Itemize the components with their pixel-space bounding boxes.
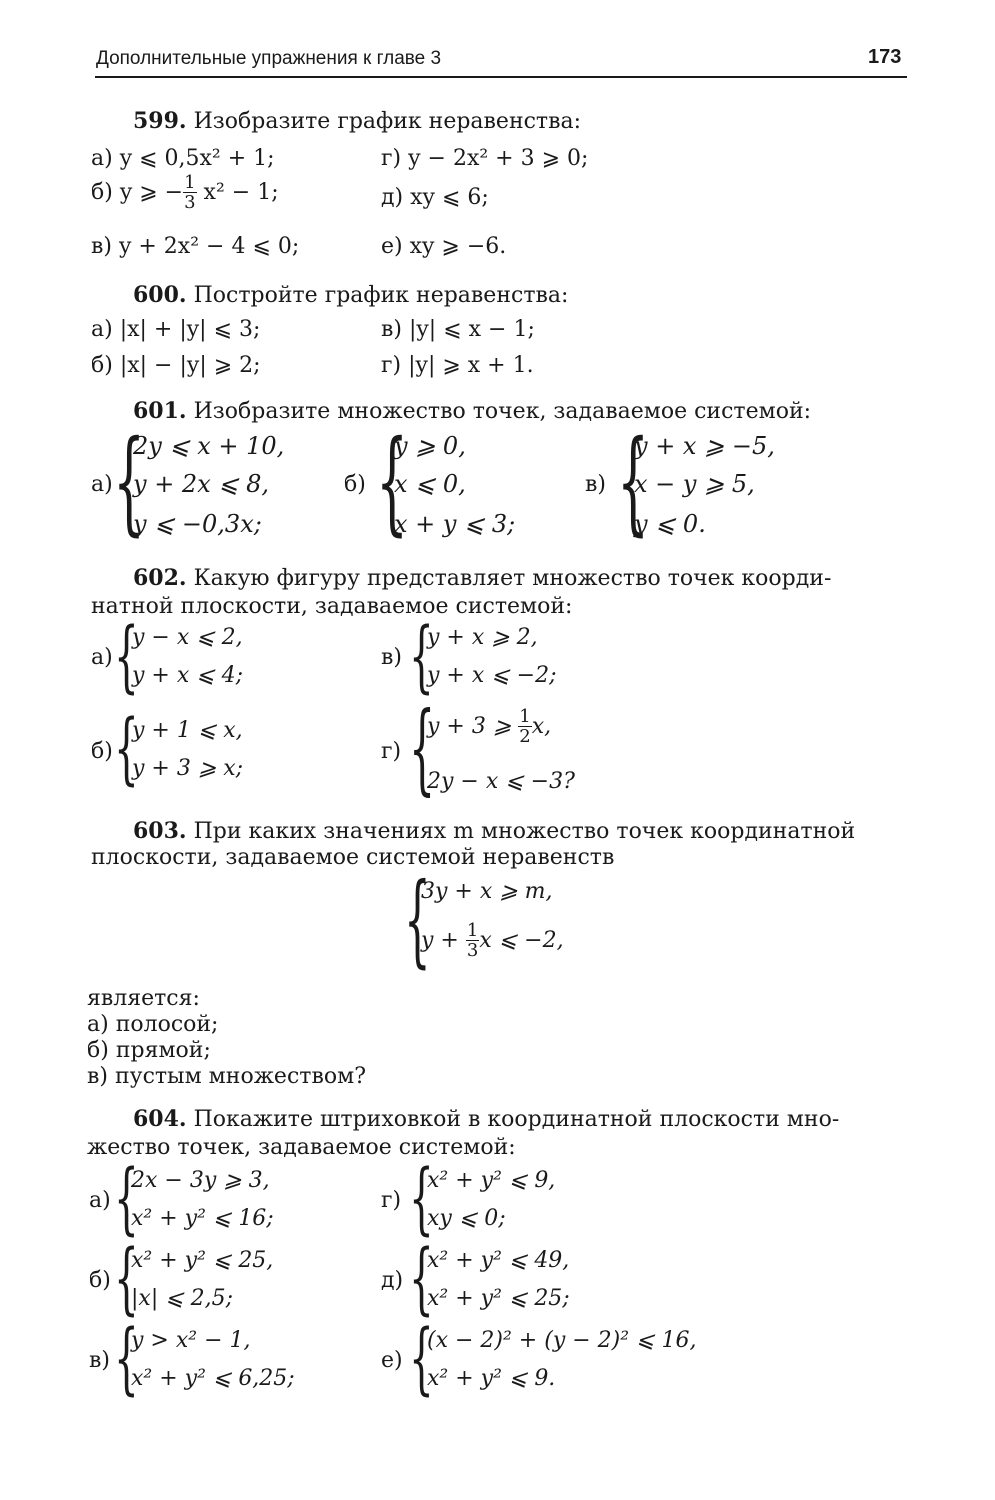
ex602-g-line2: 2y − x ⩽ −3? <box>427 769 575 794</box>
exercise-602-title <box>133 567 831 590</box>
system-brace: { <box>113 417 146 547</box>
ex603-is-text: является: <box>87 986 200 1011</box>
ex603-system-line1: 3y + x ⩾ m, <box>421 879 553 904</box>
ex600-item-b: б) |x| − |y| ⩾ 2; <box>91 353 261 378</box>
ex602-a-line2: y + x ⩽ 4; <box>132 663 244 688</box>
ex601-label-b: б) <box>344 472 366 497</box>
ex603-option-b: б) прямой; <box>87 1038 211 1063</box>
ex604-d-line1: x² + y² ⩽ 49, <box>427 1248 570 1273</box>
exercise-599-title <box>133 110 581 133</box>
ex603-option-v: в) пустым множеством? <box>87 1064 366 1089</box>
ex601-a-line2: y + 2x ⩽ 8, <box>133 470 269 498</box>
ex602-label-b: б) <box>91 739 113 764</box>
ex604-a-line1: 2x − 3y ⩾ 3, <box>131 1168 270 1193</box>
ex600-item-a: а) |x| + |y| ⩽ 3; <box>91 317 261 342</box>
system-brace: { <box>404 861 431 978</box>
ex601-a-line3: y ⩽ −0,3x; <box>133 510 262 538</box>
ex601-b-line3: x + y ⩽ 3; <box>394 510 516 538</box>
system-brace: { <box>114 612 139 702</box>
exercise-number: 604. <box>133 1106 187 1132</box>
ex604-v-line1: y > x² − 1, <box>131 1328 251 1353</box>
ex601-v-line1: y + x ⩾ −5, <box>634 432 775 460</box>
ex603-system-line2: y + $\frac{1}{3}$ x ⩽ −2, <box>421 920 564 961</box>
ex599-item-g: г) y − 2x² + 3 ⩾ 0; <box>381 146 589 171</box>
system-brace: { <box>114 704 139 794</box>
ex601-label-v: в) <box>585 472 606 497</box>
header-rule <box>95 76 907 78</box>
system-brace: { <box>114 1154 139 1244</box>
exercise-prompt: Постройте график неравенства: <box>193 283 569 308</box>
system-brace: { <box>409 692 436 806</box>
exercise-prompt: Покажите штриховкой в координатной плоскости мно- <box>193 1107 840 1132</box>
ex604-e-line2: x² + y² ⩽ 9. <box>427 1366 556 1391</box>
ex604-v-line2: x² + y² ⩽ 6,25; <box>131 1366 295 1391</box>
ex604-label-g: г) <box>381 1188 402 1213</box>
exercise-prompt: Изобразите множество точек, задаваемое системой: <box>193 399 812 424</box>
ex602-label-v: в) <box>381 645 402 670</box>
ex604-e-line1: (x − 2)² + (y − 2)² ⩽ 16, <box>427 1328 697 1353</box>
ex599-item-b: б) y ⩾ − $\frac{1}{3}$ x² − 1; <box>91 172 279 213</box>
ex602-label-g: г) <box>381 739 402 764</box>
ex604-d-line2: x² + y² ⩽ 25; <box>427 1286 570 1311</box>
ex602-a-line1: y − x ⩽ 2, <box>132 625 243 650</box>
ex600-item-v: в) |y| ⩽ x − 1; <box>381 317 535 342</box>
system-brace: { <box>409 1234 434 1324</box>
exercise-prompt: При каких значениях m множество точек координатной <box>193 819 856 844</box>
exercise-number: 602. <box>133 565 187 591</box>
ex604-a-line2: x² + y² ⩽ 16; <box>131 1206 274 1231</box>
ex599-item-e: е) xy ⩾ −6. <box>381 234 507 259</box>
ex603-option-a: а) полосой; <box>87 1012 219 1037</box>
system-brace: { <box>409 612 434 702</box>
exercise-number: 603. <box>133 818 187 844</box>
ex600-item-g: г) |y| ⩾ x + 1. <box>381 353 534 378</box>
running-header-title: Дополнительные упражнения к главе 3 <box>96 48 442 69</box>
exercise-600-title <box>133 284 568 307</box>
ex604-b-line1: x² + y² ⩽ 25, <box>131 1248 274 1273</box>
ex601-b-line2: x ⩽ 0, <box>394 470 466 498</box>
exercise-number: 600. <box>133 282 187 308</box>
ex599-item-v: в) y + 2x² − 4 ⩽ 0; <box>91 234 300 259</box>
exercise-prompt-continued: плоскости, задаваемое системой неравенств <box>91 845 615 870</box>
ex602-g-line1: y + 3 ⩾ $\frac{1}{2}$ x, <box>427 706 552 747</box>
exercise-number: 601. <box>133 398 187 424</box>
ex604-label-v: в) <box>89 1348 110 1373</box>
ex604-label-d: д) <box>381 1268 404 1293</box>
ex602-b-line2: y + 3 ⩾ x; <box>132 756 244 781</box>
ex602-label-a: а) <box>91 645 113 670</box>
ex601-a-line1: 2y ⩽ x + 10, <box>133 432 285 460</box>
ex604-b-line2: |x| ⩽ 2,5; <box>131 1286 234 1311</box>
ex604-g-line2: xy ⩽ 0; <box>427 1206 506 1231</box>
system-brace: { <box>409 1154 434 1244</box>
ex602-b-line1: y + 1 ⩽ x, <box>132 718 243 743</box>
exercise-601-title <box>133 400 811 423</box>
exercise-604-title <box>133 1108 839 1131</box>
system-brace: { <box>409 1314 434 1404</box>
ex602-v-line2: y + x ⩽ −2; <box>427 663 557 688</box>
ex601-v-line3: y ⩽ 0. <box>634 510 706 538</box>
exercise-prompt: Какую фигуру представляет множество точек коорди- <box>193 566 832 591</box>
exercise-prompt: Изобразите график неравенства: <box>193 109 582 134</box>
exercise-prompt-continued: натной плоскости, задаваемое системой: <box>91 594 573 619</box>
exercise-603-title <box>133 820 855 843</box>
ex599-item-a: а) y ⩽ 0,5x² + 1; <box>91 146 275 171</box>
ex602-v-line1: y + x ⩾ 2, <box>427 625 538 650</box>
system-brace: { <box>114 1234 139 1324</box>
exercise-number: 599. <box>133 108 187 134</box>
ex604-label-e: е) <box>381 1348 403 1373</box>
page-number: 173 <box>868 46 902 68</box>
ex604-g-line1: x² + y² ⩽ 9, <box>427 1168 556 1193</box>
ex601-label-a: а) <box>91 472 113 497</box>
system-brace: { <box>114 1314 139 1404</box>
system-brace: { <box>376 417 409 547</box>
exercise-prompt-continued: жество точек, задаваемое системой: <box>87 1135 516 1160</box>
ex604-label-a: а) <box>89 1188 111 1213</box>
ex601-v-line2: x − y ⩾ 5, <box>634 470 755 498</box>
ex604-label-b: б) <box>89 1268 111 1293</box>
ex599-item-d: д) xy ⩽ 6; <box>381 185 489 210</box>
ex601-b-line1: y ⩾ 0, <box>394 432 466 460</box>
system-brace: { <box>617 417 650 547</box>
